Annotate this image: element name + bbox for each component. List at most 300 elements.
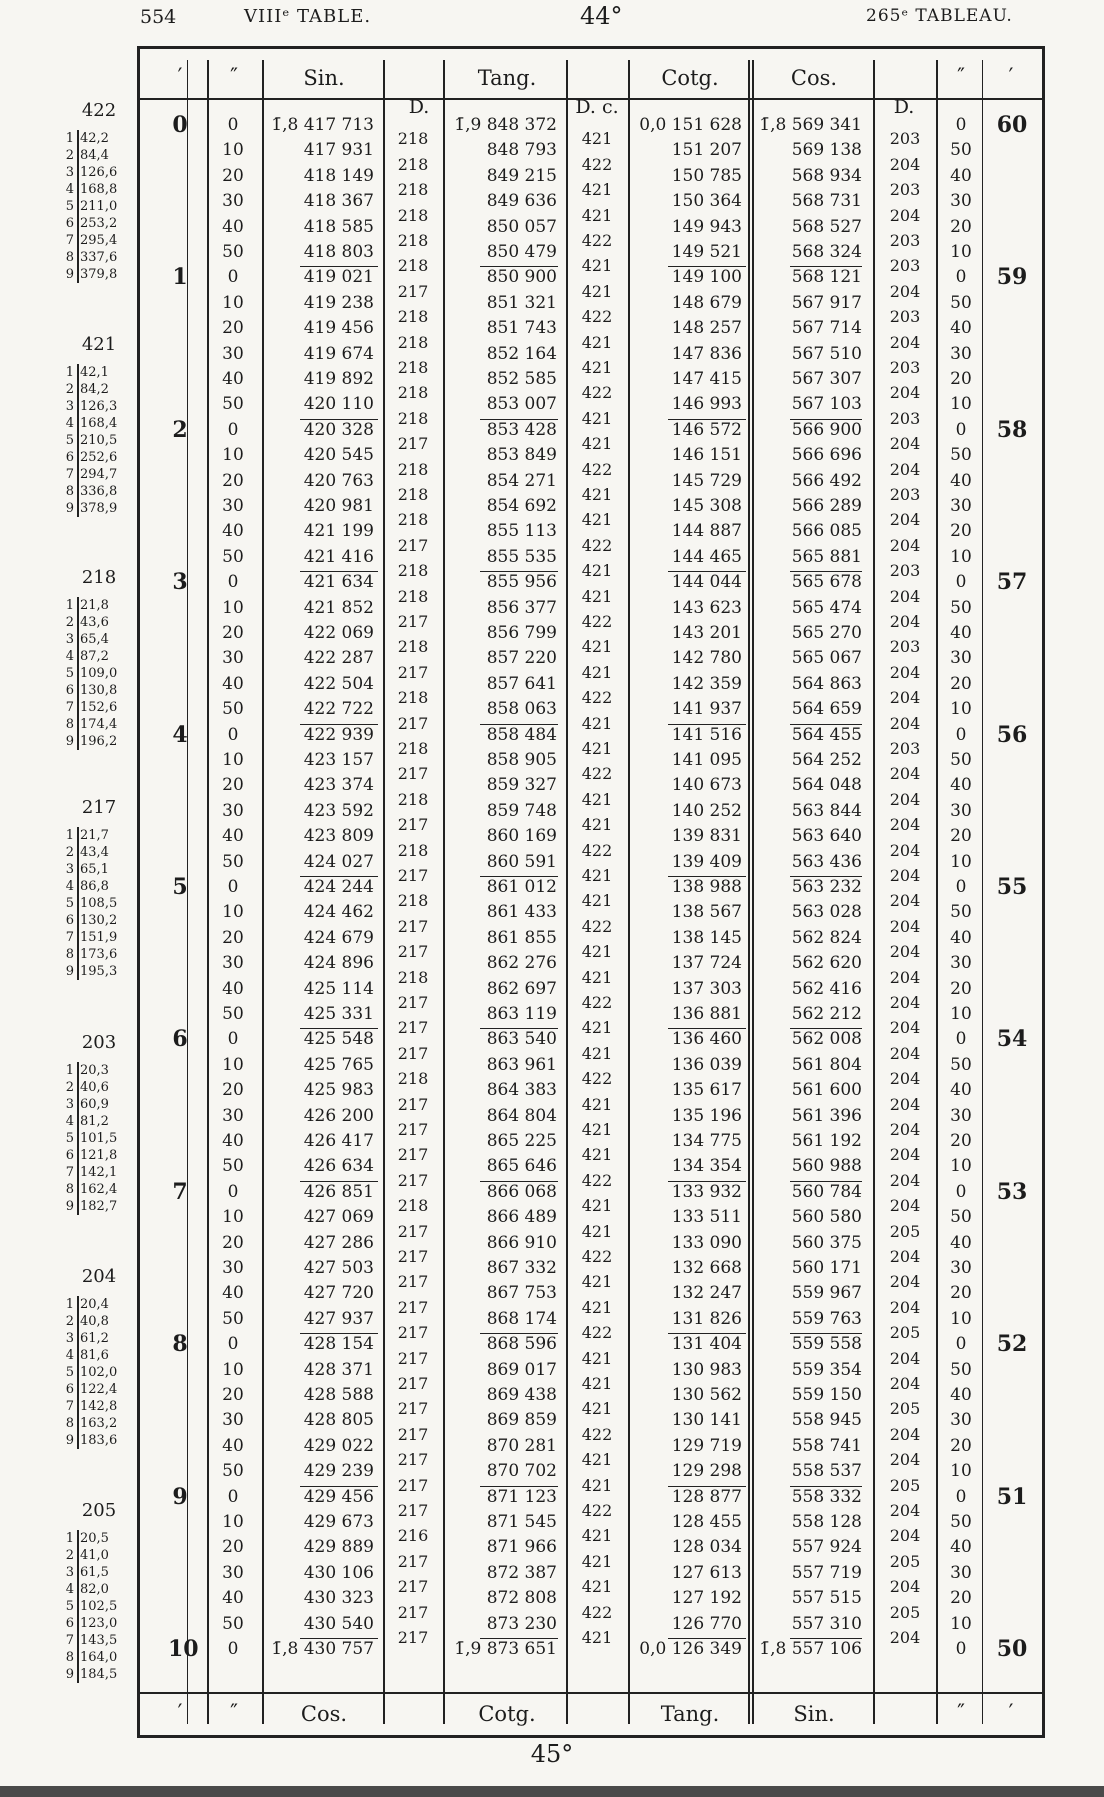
dc-cell: 421: [581, 891, 613, 911]
proportional-parts-index: 3: [65, 165, 74, 180]
proportional-parts-head: 218: [81, 567, 117, 588]
d-sin-cell: 218: [397, 967, 429, 987]
d-cos-cell: 204: [889, 840, 921, 860]
cotg-cell: 142 359: [671, 673, 742, 694]
proportional-parts-value: 253,2: [80, 216, 118, 231]
proportional-parts-index: 1: [65, 1531, 74, 1546]
cos-cell: 564 659: [791, 699, 862, 720]
minute-right-cell: 53: [996, 1178, 1028, 1205]
d-sin-cell: 217: [397, 1221, 429, 1241]
minute-rule: [480, 1638, 558, 1639]
second-cell: 50: [222, 1461, 244, 1482]
proportional-parts-row: [60, 398, 200, 415]
minute-right-cell: 54: [996, 1026, 1028, 1053]
second-cell: 10: [222, 1054, 244, 1075]
d-sin-cell: 217: [397, 1602, 429, 1622]
proportional-parts-index: 2: [65, 845, 74, 860]
cotg-cell: 147 415: [671, 369, 742, 389]
proportional-parts-index: 4: [65, 649, 74, 664]
second-cell: 10: [222, 140, 244, 161]
sin-cell: 428 805: [303, 1410, 374, 1431]
second-right-cell: 20: [950, 826, 972, 847]
sin-cell: 427 286: [303, 1232, 374, 1253]
tang-cell: 858 063: [486, 699, 557, 720]
cotg-cell: 134 775: [671, 1131, 742, 1151]
cos-cell: 558 741: [791, 1435, 862, 1456]
d-cos-cell: 203: [889, 256, 921, 276]
proportional-parts-row: [60, 1181, 200, 1198]
second-cell: 50: [222, 1004, 244, 1024]
proportional-parts-index: 9: [65, 734, 74, 749]
sin-cell: 418 585: [303, 216, 374, 237]
dc-cell: 422: [581, 993, 613, 1012]
cos-cell: 559 558: [791, 1334, 862, 1355]
proportional-parts-value: 174,4: [80, 717, 118, 732]
minute-rule: [668, 1638, 746, 1639]
sin-cell: 426 634: [303, 1156, 374, 1177]
proportional-parts-index: 2: [65, 1548, 74, 1563]
second-cell: 50: [222, 1156, 244, 1177]
col-foot-cos: Cos.: [300, 1702, 348, 1726]
cos-cell: 569 138: [791, 140, 862, 161]
cotg-cell: 143 201: [671, 623, 742, 643]
cotg-cell: 130 562: [671, 1385, 742, 1405]
cotg-cell: 138 988: [671, 877, 742, 897]
tang-cell: 861 433: [486, 902, 557, 923]
proportional-parts-row: [60, 483, 200, 500]
d-sin-cell: 217: [397, 1551, 429, 1571]
proportional-parts-row: [60, 130, 200, 147]
d-sin-cell: 218: [397, 485, 429, 504]
tang-cell: 852 585: [486, 369, 557, 389]
tang-cell: 861 855: [486, 927, 557, 948]
proportional-parts-value: 102,5: [80, 1599, 118, 1614]
minute-rule: [668, 1028, 746, 1029]
cos-cell: 562 416: [791, 978, 862, 999]
proportional-parts-index: 4: [65, 182, 74, 197]
minute-rule: [668, 571, 746, 572]
second-cell: 0: [227, 419, 239, 440]
proportional-parts-head: 217: [81, 797, 117, 818]
cotg-cell: 146 993: [671, 394, 742, 415]
proportional-parts-index: 3: [65, 1097, 74, 1112]
second-right-cell: 20: [950, 521, 972, 542]
tang-cell: 869 438: [486, 1385, 557, 1405]
proportional-parts-row: [60, 1649, 200, 1666]
tang-cell: 850 900: [486, 267, 557, 288]
sin-cell: 418 803: [303, 242, 374, 262]
d-sin-cell: 218: [397, 688, 429, 708]
proportional-parts-index: 7: [65, 1165, 74, 1180]
cos-cell: 564 863: [791, 673, 862, 694]
cos-cell: 559 967: [791, 1283, 862, 1304]
proportional-parts-index: 4: [65, 1114, 74, 1129]
cotg-cell: 143 623: [671, 597, 742, 618]
cos-cell: 563 436: [791, 851, 862, 872]
proportional-parts-value: 43,4: [80, 845, 109, 860]
sin-cell: 426 200: [303, 1105, 374, 1126]
d-cos-cell: 204: [889, 1501, 921, 1520]
minute-cell: 5: [172, 874, 188, 900]
proportional-parts-value: 20,5: [80, 1531, 109, 1546]
cotg-cell: 149 521: [671, 242, 742, 262]
proportional-parts-row: [60, 1079, 200, 1096]
second-cell: 40: [222, 1283, 244, 1304]
d-sin-cell: 217: [397, 993, 429, 1012]
second-cell: 10: [222, 902, 244, 923]
cotg-cell: 147 836: [671, 343, 742, 364]
proportional-parts-value: 21,7: [80, 828, 109, 843]
second-right-cell: 0: [955, 1639, 967, 1659]
col-foot-tang: Tang.: [660, 1702, 720, 1726]
cos-cell: 568 731: [791, 191, 862, 212]
proportional-parts-index: 5: [65, 433, 74, 448]
dc-cell: 421: [581, 789, 613, 809]
proportional-parts-value: 87,2: [80, 649, 109, 664]
dc-cell: 421: [581, 739, 613, 758]
tang-cell: 851 743: [486, 318, 557, 339]
second-cell: 0: [227, 1029, 239, 1050]
proportional-parts-row: [60, 466, 200, 483]
cotg-cell: 0,0 151 628: [639, 115, 742, 135]
proportional-parts-value: 20,3: [80, 1063, 109, 1078]
proportional-parts-row: [60, 415, 200, 432]
cotg-cell: 151 207: [671, 140, 742, 161]
dc-cell: 421: [581, 1094, 613, 1114]
cos-cell: 568 324: [791, 242, 862, 262]
d-cos-cell: 204: [889, 205, 921, 225]
sin-cell: 424 244: [303, 877, 374, 897]
cotg-cell: 146 151: [671, 445, 742, 466]
d-sin-cell: 217: [397, 916, 429, 936]
dc-cell: 421: [581, 180, 613, 200]
d-sin-cell: 218: [397, 586, 429, 606]
tang-cell: 866 910: [486, 1232, 557, 1253]
table-row: [0, 789, 1104, 824]
minute-rule: [480, 876, 558, 877]
sin-cell: 418 149: [303, 165, 374, 186]
minute-right-cell: 55: [996, 874, 1028, 900]
tang-cell: 856 377: [486, 597, 557, 618]
d-cos-cell: 204: [889, 688, 921, 708]
proportional-parts-row: [60, 232, 200, 249]
minute-cell: 8: [172, 1331, 188, 1358]
second-right-cell: 30: [950, 953, 972, 974]
proportional-parts-row: [60, 1547, 200, 1564]
cotg-cell: 128 877: [671, 1486, 742, 1507]
sin-cell: 429 022: [303, 1435, 374, 1456]
second-right-cell: 10: [950, 394, 972, 415]
proportional-parts-row: [60, 844, 200, 861]
proportional-parts-index: 4: [65, 1348, 74, 1363]
d-sin-cell: 217: [397, 281, 429, 301]
d-sin-cell: 218: [397, 256, 429, 276]
d-sin-cell: 217: [397, 434, 429, 454]
col-head-second: ″: [230, 64, 238, 88]
tang-cell: 863 961: [486, 1054, 557, 1075]
d-sin-cell: 217: [397, 1424, 429, 1444]
degree-heading: 44°: [580, 2, 623, 30]
cos-cell: 557 515: [791, 1588, 862, 1609]
proportional-parts-index: 1: [65, 1063, 74, 1078]
sin-cell: 1̄,8 430 757: [271, 1639, 374, 1659]
second-right-cell: 30: [950, 1105, 972, 1126]
proportional-parts-value: 42,2: [80, 131, 109, 146]
tang-cell: 848 793: [486, 140, 557, 161]
cotg-cell: 136 881: [671, 1004, 742, 1024]
proportional-parts-row: [60, 1364, 200, 1381]
cotg-cell: 129 298: [671, 1461, 742, 1482]
second-cell: 50: [222, 242, 244, 262]
minute-rule: [480, 419, 558, 420]
sin-cell: 421 199: [303, 521, 374, 542]
proportional-parts-row: [60, 449, 200, 466]
proportional-parts-value: 184,5: [80, 1667, 118, 1682]
cos-cell: 563 028: [791, 902, 862, 923]
proportional-parts-value: 81,2: [80, 1114, 109, 1129]
dc-cell: 421: [581, 561, 613, 581]
d-cos-cell: 203: [889, 180, 921, 200]
d-sin-cell: 217: [397, 1120, 429, 1139]
second-cell: 10: [222, 597, 244, 618]
second-cell: 0: [227, 1181, 239, 1202]
minute-rule: [790, 1333, 862, 1334]
proportional-parts-row: [60, 1398, 200, 1415]
proportional-parts-value: 86,8: [80, 879, 109, 894]
cos-cell: 558 945: [791, 1410, 862, 1431]
proportional-parts-value: 84,4: [80, 148, 109, 163]
dc-cell: 422: [581, 1501, 613, 1520]
proportional-parts-index: 6: [65, 450, 74, 465]
proportional-parts-value: 121,8: [80, 1148, 118, 1163]
second-cell: 0: [227, 877, 239, 897]
proportional-parts-value: 337,6: [80, 250, 118, 265]
cos-cell: 560 580: [791, 1207, 862, 1228]
minute-right-cell: 56: [996, 721, 1028, 748]
proportional-parts-index: 4: [65, 416, 74, 431]
d-cos-cell: 204: [889, 993, 921, 1012]
proportional-parts-value: 40,8: [80, 1314, 109, 1329]
proportional-parts-row: [60, 716, 200, 733]
second-right-cell: 10: [950, 242, 972, 262]
proportional-parts-value: 123,0: [80, 1616, 118, 1631]
cos-cell: 568 934: [791, 165, 862, 186]
tang-cell: 860 591: [486, 851, 557, 872]
d-sin-cell: 218: [397, 129, 429, 149]
col-foot-minute-right: ′: [1008, 1700, 1014, 1724]
sin-cell: 419 892: [303, 369, 374, 389]
second-right-cell: 0: [955, 572, 967, 593]
d-sin-cell: 218: [397, 840, 429, 860]
proportional-parts-row: [60, 1147, 200, 1164]
cotg-cell: 148 679: [671, 292, 742, 313]
d-cos-cell: 204: [889, 1196, 921, 1216]
table-row: [0, 993, 1104, 1027]
second-cell: 0: [227, 1639, 239, 1659]
cotg-cell: 149 943: [671, 216, 742, 237]
tang-cell: 865 646: [486, 1156, 557, 1177]
proportional-parts-row: [60, 597, 200, 614]
d-sin-cell: 218: [397, 789, 429, 809]
proportional-parts-index: 5: [65, 199, 74, 214]
cotg-cell: 131 826: [671, 1308, 742, 1329]
d-sin-cell: 217: [397, 866, 429, 885]
second-right-cell: 40: [950, 165, 972, 186]
tang-cell: 866 489: [486, 1207, 557, 1228]
minute-cell: 1: [172, 264, 188, 291]
proportional-parts-row: [60, 1530, 200, 1547]
tang-cell: 873 230: [486, 1613, 557, 1634]
tang-cell: 852 164: [486, 343, 557, 364]
d-sin-cell: 217: [397, 1577, 429, 1597]
proportional-parts-row: [60, 1432, 200, 1449]
sin-cell: 425 765: [303, 1054, 374, 1075]
minute-rule: [668, 724, 746, 725]
proportional-parts-value: 196,2: [80, 734, 118, 749]
minute-rule: [790, 724, 862, 725]
d-cos-cell: 204: [889, 866, 921, 885]
second-right-cell: 20: [950, 978, 972, 999]
second-right-cell: 40: [950, 623, 972, 643]
minute-rule: [300, 876, 378, 877]
proportional-parts-value: 126,6: [80, 165, 118, 180]
second-right-cell: 40: [950, 470, 972, 491]
minute-cell: 3: [172, 569, 188, 596]
dc-cell: 421: [581, 129, 613, 149]
d-cos-cell: 205: [889, 1551, 921, 1571]
cos-cell: 565 067: [791, 648, 862, 669]
dc-cell: 422: [581, 1323, 613, 1343]
second-right-cell: 40: [950, 927, 972, 948]
tang-cell: 865 225: [486, 1131, 557, 1151]
d-sin-cell: 217: [397, 942, 429, 962]
cotg-cell: 145 729: [671, 470, 742, 491]
cotg-cell: 138 567: [671, 902, 742, 923]
second-cell: 20: [222, 165, 244, 186]
dc-cell: 421: [581, 1043, 613, 1063]
cotg-cell: 144 044: [671, 572, 742, 593]
tang-cell: 864 804: [486, 1105, 557, 1126]
proportional-parts-index: 8: [65, 484, 74, 499]
d-cos-cell: 204: [889, 281, 921, 301]
cos-cell: 566 085: [791, 521, 862, 542]
d-cos-cell: 203: [889, 561, 921, 581]
proportional-parts-row: [60, 1096, 200, 1113]
minute-rule: [300, 1181, 378, 1182]
cos-cell: 557 719: [791, 1562, 862, 1583]
proportional-parts-row: [60, 929, 200, 946]
proportional-parts-index: 5: [65, 1365, 74, 1380]
cos-cell: 563 232: [791, 877, 862, 897]
cos-cell: 567 917: [791, 292, 862, 313]
dc-cell: 421: [581, 637, 613, 657]
minute-rule: [790, 419, 862, 420]
sin-cell: 417 931: [303, 140, 374, 161]
second-right-cell: 10: [950, 851, 972, 872]
dc-cell: 421: [581, 332, 613, 352]
proportional-parts-value: 143,5: [80, 1633, 118, 1648]
proportional-parts-index: 1: [65, 365, 74, 380]
minute-cell: 0: [172, 112, 188, 138]
table-row: [0, 510, 1104, 544]
sin-cell: 423 809: [303, 826, 374, 847]
proportional-parts-index: 5: [65, 1599, 74, 1614]
d-sin-cell: 217: [397, 1297, 429, 1317]
tang-cell: 862 697: [486, 978, 557, 999]
minute-right-cell: 52: [996, 1331, 1028, 1358]
minute-cell: 4: [172, 721, 188, 748]
d-cos-cell: 204: [889, 662, 921, 682]
tang-cell: 1̄,9 873 651: [454, 1639, 557, 1659]
cotg-cell: 141 937: [671, 699, 742, 720]
cos-cell: 565 678: [791, 572, 862, 593]
proportional-parts-row: [60, 631, 200, 648]
table-row: [0, 281, 1104, 316]
d-cos-cell: 203: [889, 485, 921, 504]
cotg-cell: 144 887: [671, 521, 742, 542]
dc-cell: 421: [581, 408, 613, 428]
second-right-cell: 30: [950, 496, 972, 516]
proportional-parts-index: 5: [65, 896, 74, 911]
proportional-parts-index: 9: [65, 964, 74, 979]
minute-rule: [480, 1486, 558, 1487]
tang-cell: 853 849: [486, 445, 557, 466]
d-sin-cell: 217: [397, 1018, 429, 1038]
dc-cell: 422: [581, 764, 613, 784]
proportional-parts-value: 336,8: [80, 484, 118, 499]
cotg-cell: 146 572: [671, 419, 742, 440]
second-cell: 40: [222, 216, 244, 237]
sin-cell: 420 763: [303, 470, 374, 491]
cotg-cell: 0,0 126 349: [639, 1639, 742, 1659]
d-cos-cell: 204: [889, 510, 921, 530]
cos-cell: 558 537: [791, 1461, 862, 1482]
minute-rule: [790, 1181, 862, 1182]
d-cos-cell: 205: [889, 1399, 921, 1419]
d-cos-cell: 204: [889, 1145, 921, 1165]
tableau-label: 265ᵉ TABLEAU.: [866, 6, 1013, 26]
dc-cell: 421: [581, 1399, 613, 1419]
second-cell: 30: [222, 343, 244, 364]
dc-cell: 422: [581, 612, 613, 631]
dc-cell: 421: [581, 1348, 613, 1368]
sin-cell: 419 674: [303, 343, 374, 364]
dc-cell: 421: [581, 1450, 613, 1470]
second-right-cell: 0: [955, 1029, 967, 1050]
proportional-parts-row: [60, 912, 200, 929]
minute-rule: [790, 1638, 862, 1639]
cos-cell: 565 270: [791, 623, 862, 643]
proportional-parts-value: 84,2: [80, 382, 109, 397]
proportional-parts-index: 6: [65, 1616, 74, 1631]
cos-cell: 560 784: [791, 1181, 862, 1202]
proportional-parts-row: [60, 364, 200, 381]
proportional-parts-index: 7: [65, 1399, 74, 1414]
cotg-cell: 141 516: [671, 724, 742, 745]
sin-cell: 428 371: [303, 1359, 374, 1380]
dc-cell: 421: [581, 1196, 613, 1216]
proportional-parts-value: 65,4: [80, 632, 109, 647]
proportional-parts-index: 3: [65, 632, 74, 647]
proportional-parts-row: [60, 1632, 200, 1649]
sin-cell: 423 374: [303, 775, 374, 796]
minute-cell: 2: [172, 416, 188, 443]
proportional-parts-value: 173,6: [80, 947, 118, 962]
cotg-cell: 150 364: [671, 191, 742, 212]
d-sin-cell: 218: [397, 383, 429, 403]
second-cell: 30: [222, 953, 244, 974]
tang-cell: 853 428: [486, 419, 557, 440]
